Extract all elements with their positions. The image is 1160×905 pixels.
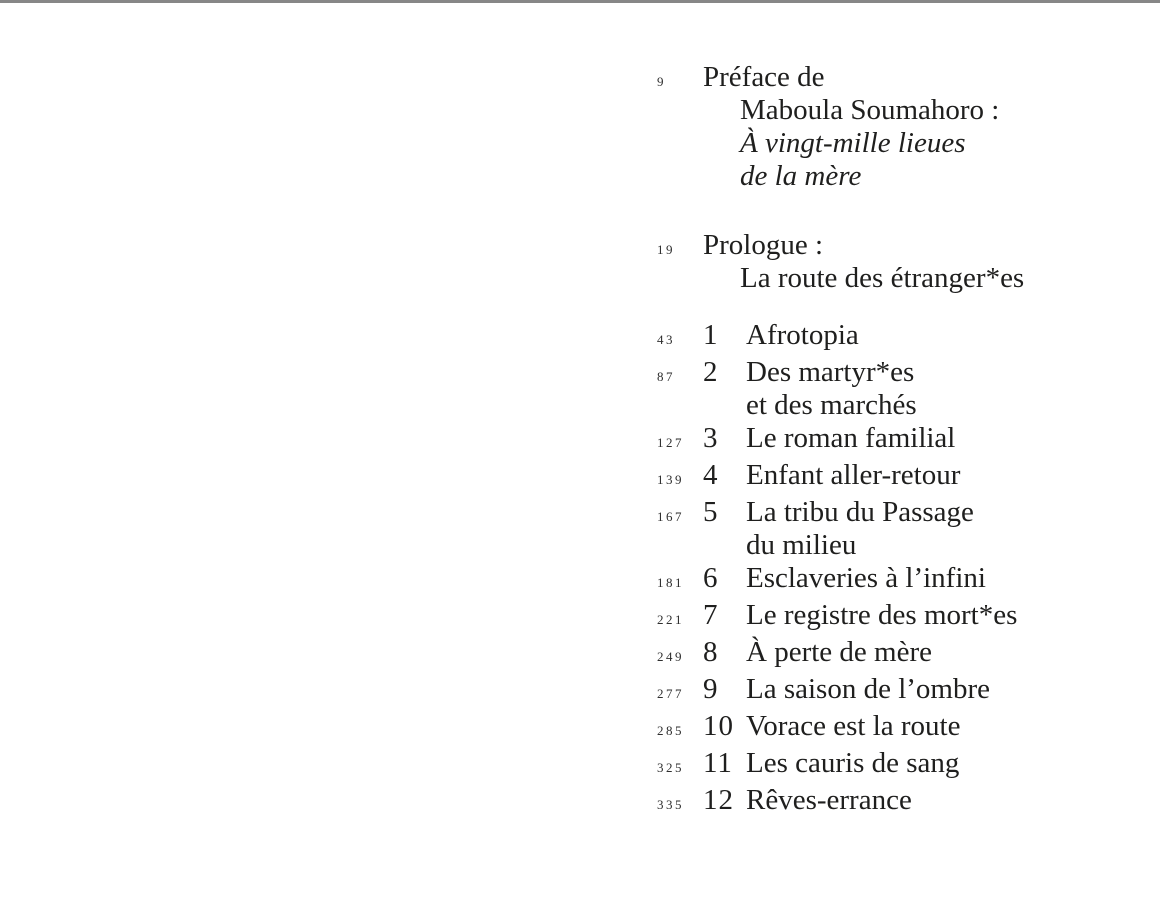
chapter-title	[746, 356, 917, 422]
preface-subtitle-line-2: de la mère	[740, 160, 862, 192]
page-number: 285	[657, 723, 684, 738]
toc-entry-chapter-7	[657, 599, 1024, 636]
preface-title: Préface de	[703, 61, 825, 93]
toc-entry-chapter-5	[657, 496, 1024, 562]
page-number: 325	[657, 760, 684, 775]
page-number: 43	[657, 332, 675, 347]
toc-entry-chapter-4	[657, 459, 1024, 496]
chapter-title-line-2: du milieu	[746, 529, 857, 561]
toc-chapter-list	[657, 319, 1024, 821]
preface-entry-body	[703, 61, 999, 193]
chapter-title-line-2: et des marchés	[746, 389, 917, 421]
prologue-entry-body	[703, 229, 1024, 295]
toc-entry-prologue	[657, 229, 1024, 295]
toc-entry-preface	[657, 61, 1024, 193]
chapter-number: 4	[703, 459, 719, 491]
chapter-number: 11	[703, 747, 733, 779]
table-of-contents	[657, 61, 1024, 821]
page-number: 181	[657, 575, 684, 590]
chapter-title: Le roman familial	[746, 422, 956, 454]
chapter-title: Le registre des mort*es	[746, 599, 1018, 631]
chapter-title: Enfant aller-retour	[746, 459, 961, 491]
page-number: 249	[657, 649, 684, 664]
chapter-title: La saison de l’ombre	[746, 673, 991, 705]
chapter-number: 10	[703, 710, 734, 742]
chapter-number: 9	[703, 673, 719, 705]
chapter-number: 3	[703, 422, 719, 454]
chapter-number: 5	[703, 496, 719, 528]
prologue-title: Prologue :	[703, 229, 824, 261]
chapter-title: Vorace est la route	[746, 710, 961, 742]
toc-entry-chapter-1	[657, 319, 1024, 356]
preface-author: Maboula Soumahoro :	[740, 94, 1000, 126]
chapter-number: 1	[703, 319, 719, 351]
chapter-title: Les cauris de sang	[746, 747, 960, 779]
prologue-subtitle: La route des étranger*es	[740, 262, 1025, 294]
toc-entry-chapter-10	[657, 710, 1024, 747]
page-number: 167	[657, 509, 684, 524]
toc-entry-chapter-3	[657, 422, 1024, 459]
toc-entry-chapter-8	[657, 636, 1024, 673]
chapter-title: Afrotopia	[746, 319, 859, 351]
page-number: 139	[657, 472, 684, 487]
chapter-number: 8	[703, 636, 719, 668]
chapter-title-line-1: Des martyr*es	[746, 356, 915, 388]
chapter-title	[746, 496, 974, 562]
toc-entry-chapter-12	[657, 784, 1024, 821]
preface-subtitle-line-1: À vingt-mille lieues	[740, 127, 966, 159]
page-number: 335	[657, 797, 684, 812]
toc-entry-chapter-6	[657, 562, 1024, 599]
page-number: 87	[657, 369, 675, 384]
chapter-number: 7	[703, 599, 719, 631]
page-number: 127	[657, 435, 684, 450]
chapter-number: 6	[703, 562, 719, 594]
chapter-number: 12	[703, 784, 734, 816]
toc-entry-chapter-11	[657, 747, 1024, 784]
chapter-number: 2	[703, 356, 719, 388]
chapter-title: Rêves-errance	[746, 784, 912, 816]
page-number: 19	[657, 242, 675, 257]
chapter-title: À perte de mère	[746, 636, 932, 668]
window-top-border	[0, 0, 1160, 3]
page-number: 9	[657, 74, 666, 89]
toc-entry-chapter-2	[657, 356, 1024, 422]
page-number: 277	[657, 686, 684, 701]
toc-entry-chapter-9	[657, 673, 1024, 710]
chapter-title-line-1: La tribu du Passage	[746, 496, 974, 528]
page-number: 221	[657, 612, 684, 627]
chapter-title: Esclaveries à l’infini	[746, 562, 986, 594]
